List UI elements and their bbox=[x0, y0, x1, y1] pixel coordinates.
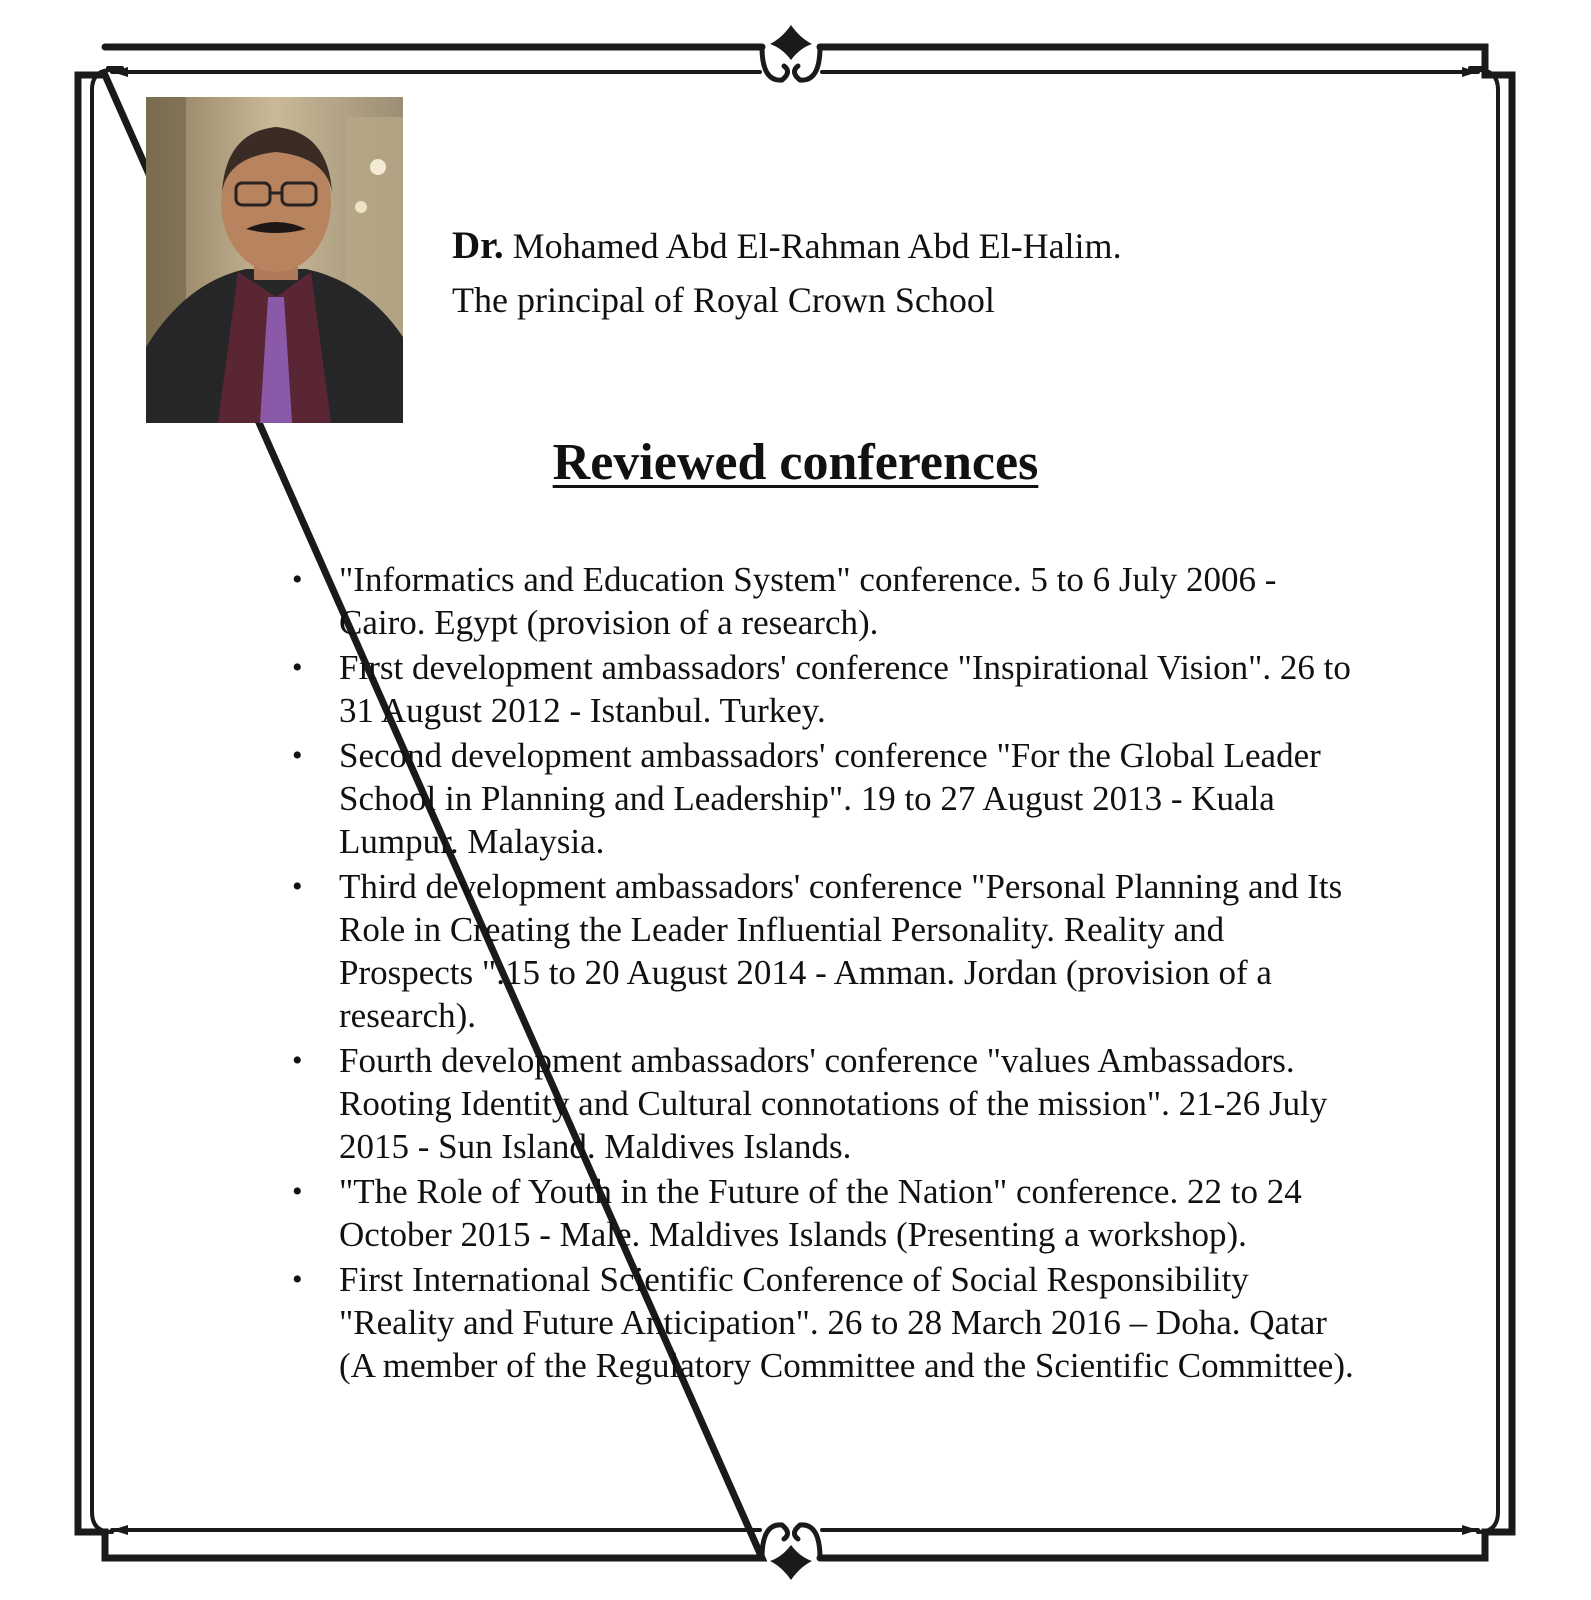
title-prefix: Dr. bbox=[452, 224, 504, 267]
list-item-text: Second development ambassadors' conference "For the Global Leader School in Planning and Leadership". 19 to 27 August 2013 - Kuala Lumpur. Malaysia. bbox=[339, 736, 1321, 861]
bullet-icon: • bbox=[292, 739, 303, 772]
list-item bbox=[292, 1258, 1354, 1387]
person-role: The principal of Royal Crown School bbox=[452, 280, 995, 320]
bullet-icon: • bbox=[292, 1263, 303, 1296]
list-item bbox=[292, 558, 1354, 644]
conference-list bbox=[292, 558, 1354, 1389]
bullet-icon: • bbox=[292, 870, 303, 903]
list-item-text: "The Role of Youth in the Future of the Nation" conference. 22 to 24 October 2015 - Male. Maldives Islands (Presenting a workshop). bbox=[339, 1172, 1302, 1254]
list-item-text: First International Scientific Conference of Social Responsibility "Reality and Future Anticipation". 26 to 28 March 2016 – Doha. Qatar (A member of the Regulatory Committee and the Scientific Committee). bbox=[339, 1260, 1354, 1385]
list-item bbox=[292, 1039, 1354, 1168]
list-item bbox=[292, 865, 1354, 1037]
portrait-photo bbox=[146, 97, 403, 423]
section-heading bbox=[0, 432, 1591, 494]
list-item-text: Fourth development ambassadors' conference "values Ambassadors. Rooting Identity and Cultural connotations of the mission". 21-26 July 2015 - Sun Island. Maldives Islands. bbox=[339, 1041, 1328, 1166]
person-name bbox=[452, 224, 1122, 268]
list-item-text: First development ambassadors' conference "Inspirational Vision". 26 to 31 August 2012 - Istanbul. Turkey. bbox=[339, 648, 1351, 730]
bullet-icon: • bbox=[292, 651, 303, 684]
list-item bbox=[292, 734, 1354, 863]
list-item bbox=[292, 1170, 1354, 1256]
bullet-icon: • bbox=[292, 1044, 303, 1077]
bullet-icon: • bbox=[292, 1175, 303, 1208]
full-name: Mohamed Abd El-Rahman Abd El-Halim. bbox=[512, 226, 1122, 266]
list-item bbox=[292, 646, 1354, 732]
section-heading-text: Reviewed conferences bbox=[552, 434, 1039, 491]
list-item-text: "Informatics and Education System" conference. 5 to 6 July 2006 - Cairo. Egypt (provision of a research). bbox=[339, 560, 1277, 642]
bullet-icon: • bbox=[292, 563, 303, 596]
list-item-text: Third development ambassadors' conference "Personal Planning and Its Role in Creating the Leader Influential Personality. Reality and Prospects ".15 to 20 August 2014 - Amman. Jordan (provision of a research). bbox=[339, 867, 1343, 1035]
